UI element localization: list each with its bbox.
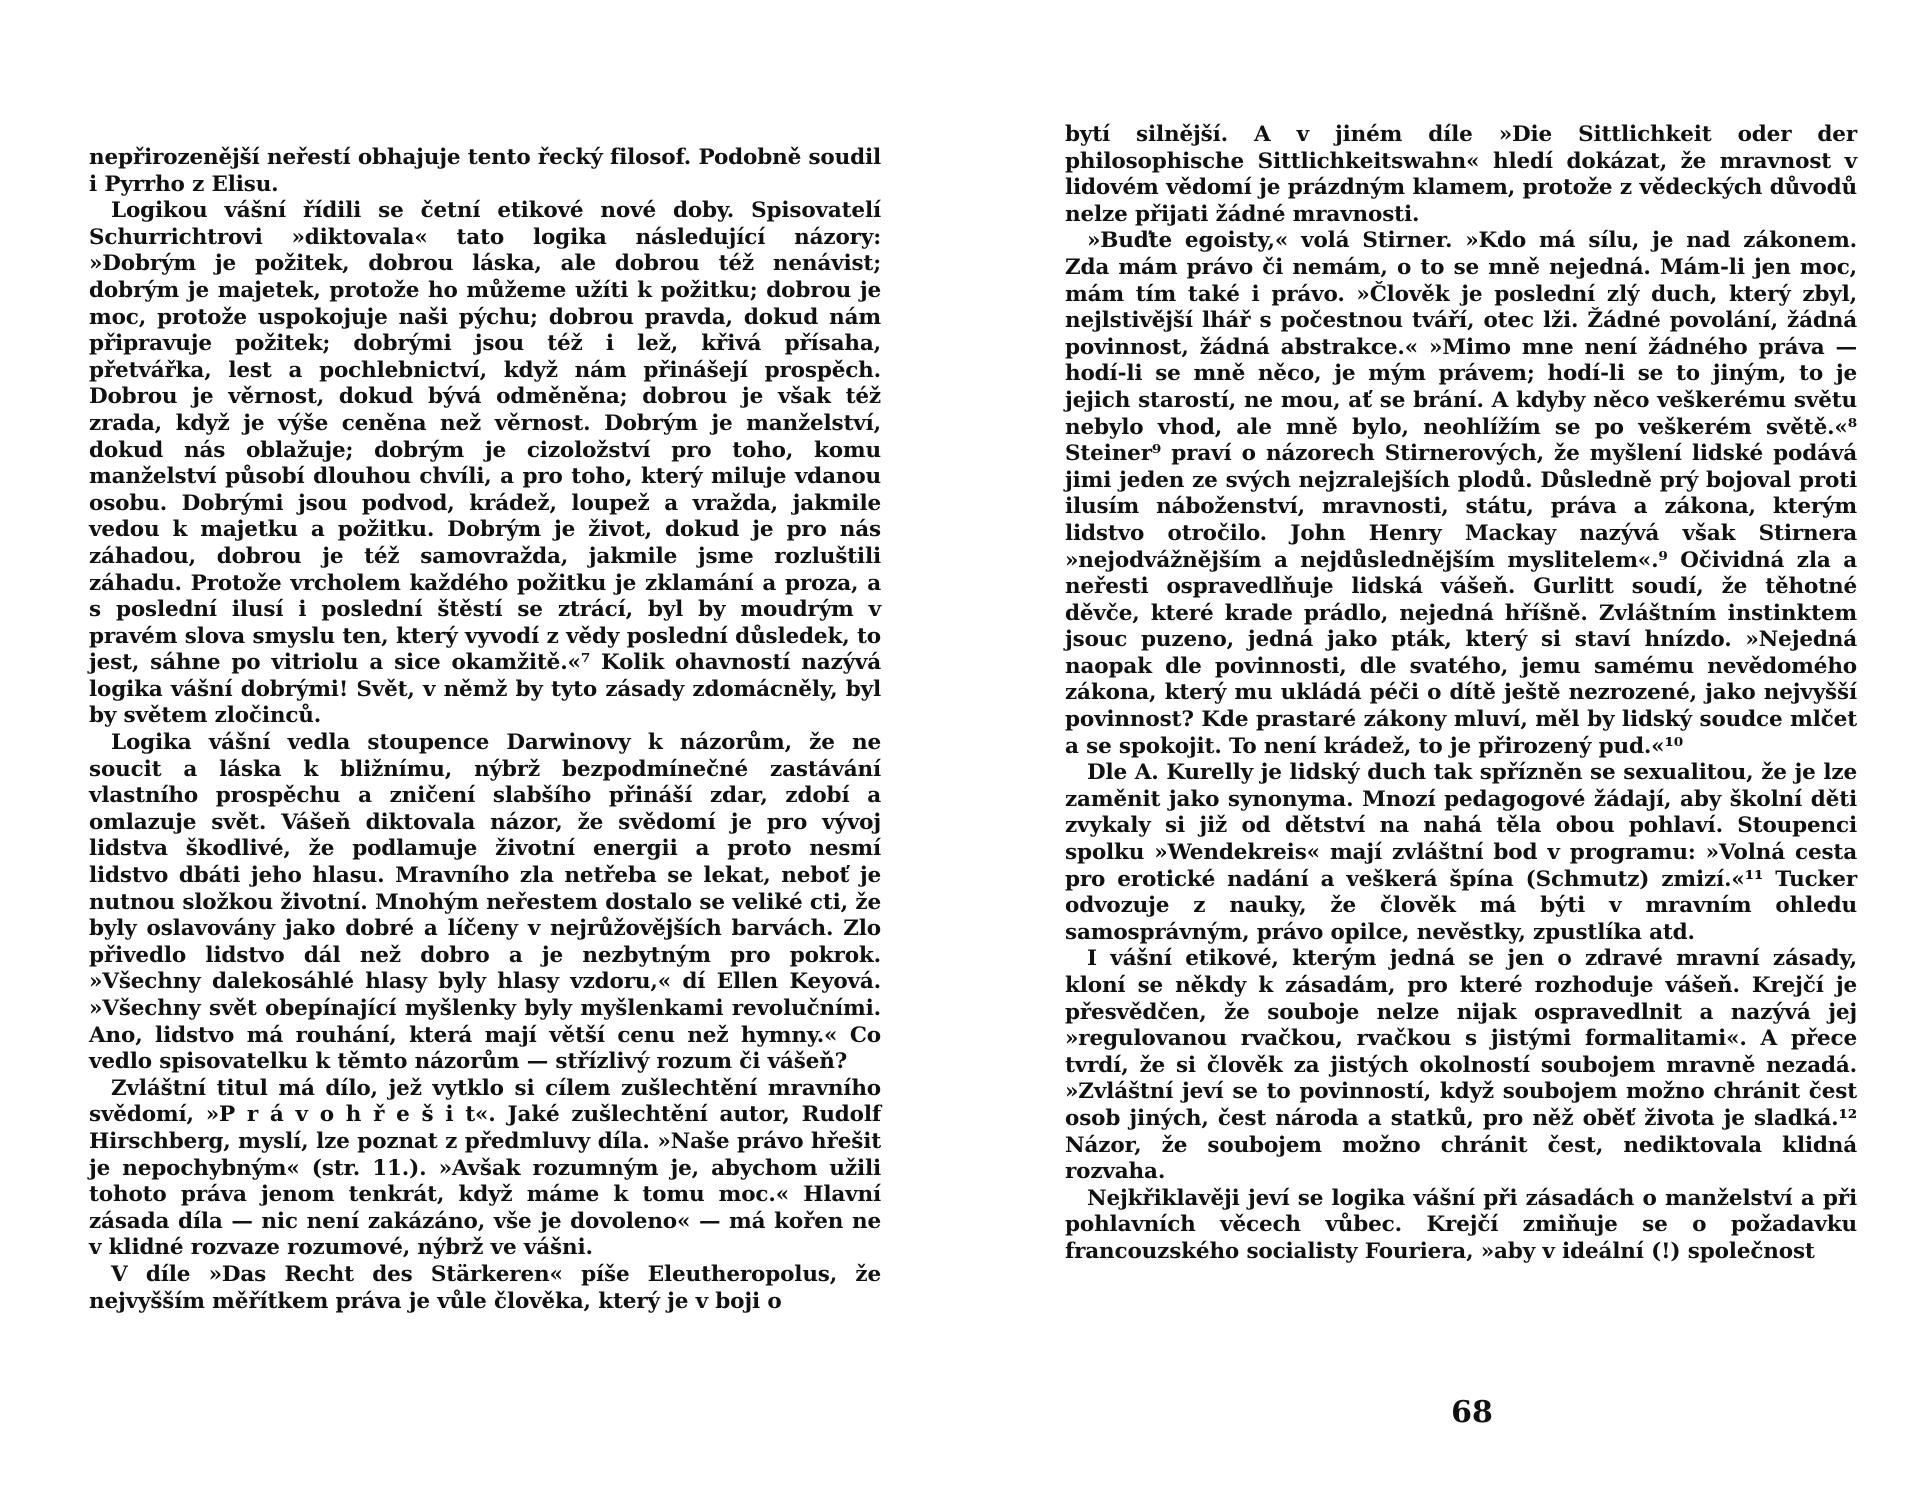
paragraph: I vášní etikové, kterým jedná se jen o zdravé mravní zásady, kloní se někdy k zásadám, pro které rozhoduje vášeň. Krejčí je přesvědčen, že souboje nelze nijak ospravedlnit a nazývá jej »regulovanou rvačkou, rvačkou s jistými formalitami«. A přece tvrdí, že si člověk za jistých okolností soubojem mravně nezadá. »Zvláštní jeví se to povinností, když soubojem možno chránit čest osob jiných, čest národa a statků, pro něž oběť života je sladká.¹² Názor, že soubojem možno chránit čest, nediktovala klidná rozvaha.: [1065, 946, 1857, 1185]
paragraph: Dle A. Kurelly je lidský duch tak spřízněn se sexualitou, že je lze zaměnit jako synonyma. Mnozí pedagogové žádají, aby školní děti zvykaly si již od dětství na nahá těla obou pohlaví. Stoupenci spolku »Wendekreis« mají zvláštní bod v programu: »Volná cesta pro erotické nadání a veškerá špína (Schmutz) zmizí.«¹¹ Tucker odvozuje z nauky, že člověk má býti v mravním ohledu samosprávným, právo opilce, nevěstky, zpustlíka atd.: [1065, 760, 1857, 945]
paragraph: nepřirozenější neřestí obhajuje tento řecký filosof. Podobně soudil i Pyrrho z Elisu.: [89, 145, 881, 197]
left-page-text: [89, 145, 881, 1315]
page-number: 68: [1451, 1395, 1493, 1430]
right-page: [961, 0, 1922, 1500]
paragraph: Logika vášní vedla stoupence Darwinovy k názorům, že ne soucit a láska k bližnímu, nýbrž bezpodmínečné zastávání vlastního prospěchu a zničení slabšího přináší zdar, zdobí a omlazuje svět. Vášeň diktovala názor, že svědomí je pro vývoj lidstva škodlivé, že podlamuje životní energii a proto nesmí lidstvo dbáti jeho hlasu. Mravního zla netřeba se lekat, neboť je nutnou složkou životní. Mnohým neřestem dostalo se veliké cti, že byly oslavovány jako dobré a líčeny v nejrůžovějších barvách. Zlo přivedlo lidstvo dál než dobro a je nezbytným pro pokrok. »Všechny dalekosáhlé hlasy byly hlasy vzdoru,« dí Ellen Keyová. »Všechny svět obepínající myšlenky byly myšlenkami revolučními. Ano, lidstvo má rouhání, která mají větší cenu než hymny.« Co vedlo spisovatelku k těmto názorům — střízlivý rozum či vášeň?: [89, 730, 881, 1075]
paragraph: V díle »Das Recht des Stärkeren« píše Eleutheropolus, že nejvyšším měřítkem práva je vůle člověka, který je v boji o: [89, 1261, 881, 1314]
paragraph: »Buďte egoisty,« volá Stirner. »Kdo má sílu, je nad zákonem. Zda mám právo či nemám, o to se mně nejedná. Mám-li jen moc, mám tím také i právo. »Člověk je poslední zlý duch, který zbyl, nejlstivější lhář s počestnou tváří, otec lži. Žádné povolání, žádná povinnost, žádná abstrakce.« »Mimo mne není žádného práva — hodí-li se mně něco, je mým právem; hodí-li se to jiným, to je jejich starostí, ne mou, ať se brání. A kdyby něco veškerému světu nebylo vhod, ale mně bylo, neohlížím se po veškerém světě.«⁸ Steiner⁹ praví o názorech Stirnerových, že myšlení lidské podává jimi jeden ze svých nejzralejších plodů. Důsledně prý bojoval proti ilusím náboženství, mravnosti, státu, práva a zákona, kterým lidstvo otročilo. John Henry Mackay nazývá však Stirnera »nejodvážnějším a nejdůslednějším myslitelem«.⁹ Očividná zla a neřesti ospravedlňuje lidská vášeň. Gurlitt soudí, že těhotné děvče, které krade prádlo, nejedná hříšně. Zvláštním instinktem jsouc puzeno, jedná jako pták, který si staví hnízdo. »Nejedná naopak dle povinnosti, dle svatého, jemu samému nevědomého zákona, který mu ukládá péči o dítě ještě nezrozené, jako nejvyšší povinnost? Kde prastaré zákony mluví, měl by lidský soudce mlčet a se spokojit. To není krádež, to je přirozený pud.«¹⁰: [1065, 228, 1857, 759]
right-page-text: [1065, 122, 1857, 1266]
paragraph: Logikou vášní řídili se četní etikové nové doby. Spisovatelí Schurrichtrovi »diktovala« tato logika následující názory: »Dobrým je požitek, dobrou láska, ale dobrou též nenávist; dobrým je majetek, protože ho můžeme užíti k požitku; dobrou je moc, protože uspokojuje naši pýchu; dobrou pravda, dokud nám připravuje požitek; dobrými jsou též i lež, křivá přísaha, přetvářka, lest a pochlebnictví, když nám přinášejí prospěch. Dobrou je věrnost, dokud bývá odměněna; dobrou je však též zrada, když je výše ceněna než věrnost. Dobrým je manželství, dokud nás oblažuje; dobrým je cizoložství pro toho, komu manželství působí dlouhou chvíli, a pro toho, který miluje vdanou osobu. Dobrými jsou podvod, krádež, loupež a vražda, jakmile vedou k majetku a požitku. Dobrým je život, dokud je pro nás záhadou, dobrou je též samovražda, jakmile jsme rozluštili záhadu. Protože vrcholem každého požitku je zklamání a proza, a s poslední ilusí i poslední štěstí se ztrácí, byl by moudrým v pravém slova smyslu ten, který vyvodí z vědy poslední důsledek, to jest, sáhne po vitriolu a sice okamžitě.«⁷ Kolik ohavností nazývá logika vášní dobrými! Svět, v němž by tyto zásady zdomácněly, byl by světem zločinců.: [89, 198, 881, 729]
paragraph: Nejkřiklavěji jeví se logika vášní při zásadách o manželství a při pohlavních věcech vůbec. Krejčí zmiňuje se o požadavku francouzského socialisty Fouriera, »aby v ideální (!) společnost: [1065, 1185, 1857, 1264]
paragraph: Zvláštní titul má dílo, jež vytklo si cílem zušlechtění mravního svědomí, »P r á v o h ř e š i t«. Jaké zušlechtění autor, Rudolf Hirschberg, myslí, lze poznat z předmluvy díla. »Naše právo hřešit je nepochybným« (str. 11.). »Avšak rozumným je, abychom užili tohoto práva jenom tenkrát, když máme k tomu moc.« Hlavní zásada díla — nic není zakázáno, vše je dovoleno« — má kořen ne v klidné rozvaze rozumové, nýbrž ve vášni.: [89, 1075, 881, 1261]
paragraph: bytí silnější. A v jiném díle »Die Sittlichkeit oder der philosophische Sittlichkeitswahn« hledí dokázat, že mravnost v lidovém vědomí je prázdným klamem, protože z vědeckých důvodů nelze přijati žádné mravnosti.: [1065, 122, 1857, 227]
